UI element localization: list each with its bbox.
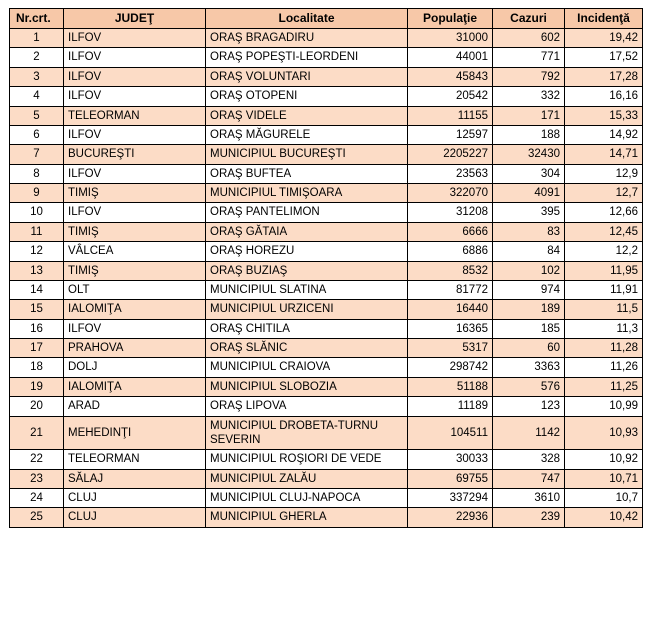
cell-localitate: ORAŞ GĂTAIA [206, 222, 408, 241]
cell-cazuri: 328 [493, 450, 565, 469]
table-row [10, 397, 643, 416]
cell-populatie: 11189 [408, 397, 493, 416]
cell-judet: BUCUREŞTI [64, 145, 206, 164]
table-row [10, 489, 643, 508]
table-row [10, 48, 643, 67]
cell-nr: 2 [10, 48, 64, 67]
cell-populatie: 16365 [408, 319, 493, 338]
cell-localitate: MUNICIPIUL BUCUREŞTI [206, 145, 408, 164]
cell-nr: 11 [10, 222, 64, 241]
cell-cazuri: 171 [493, 106, 565, 125]
cell-cazuri: 60 [493, 339, 565, 358]
table-row [10, 145, 643, 164]
cell-judet: VÂLCEA [64, 242, 206, 261]
cell-judet: ILFOV [64, 319, 206, 338]
cell-judet: TIMIŞ [64, 261, 206, 280]
table-row [10, 469, 643, 488]
cell-populatie: 11155 [408, 106, 493, 125]
cell-judet: TIMIŞ [64, 222, 206, 241]
cell-cazuri: 602 [493, 29, 565, 48]
cell-localitate: MUNICIPIUL URZICENI [206, 300, 408, 319]
cell-nr: 18 [10, 358, 64, 377]
cell-localitate: ORAŞ LIPOVA [206, 397, 408, 416]
cell-nr: 7 [10, 145, 64, 164]
cell-cazuri: 576 [493, 377, 565, 396]
cell-cazuri: 304 [493, 164, 565, 183]
cell-incidenta: 10,7 [565, 489, 643, 508]
cell-judet: TIMIŞ [64, 184, 206, 203]
cell-judet: TELEORMAN [64, 450, 206, 469]
cell-incidenta: 14,92 [565, 125, 643, 144]
table-row [10, 87, 643, 106]
cell-incidenta: 11,28 [565, 339, 643, 358]
cell-incidenta: 11,26 [565, 358, 643, 377]
column-header-populatie: Populaţie [408, 9, 493, 29]
cell-populatie: 69755 [408, 469, 493, 488]
cell-populatie: 22936 [408, 508, 493, 527]
cell-populatie: 81772 [408, 280, 493, 299]
cell-localitate: MUNICIPIUL TIMIŞOARA [206, 184, 408, 203]
cell-cazuri: 185 [493, 319, 565, 338]
cell-nr: 12 [10, 242, 64, 261]
cell-nr: 25 [10, 508, 64, 527]
table-row [10, 106, 643, 125]
cell-cazuri: 123 [493, 397, 565, 416]
cell-cazuri: 102 [493, 261, 565, 280]
table-row [10, 67, 643, 86]
cell-judet: IALOMIŢA [64, 300, 206, 319]
cell-localitate: MUNICIPIUL ZALĂU [206, 469, 408, 488]
table-body [10, 29, 643, 528]
cell-cazuri: 189 [493, 300, 565, 319]
cell-incidenta: 11,3 [565, 319, 643, 338]
cell-localitate: ORAŞ HOREZU [206, 242, 408, 261]
cell-cazuri: 3610 [493, 489, 565, 508]
cell-cazuri: 747 [493, 469, 565, 488]
cell-incidenta: 15,33 [565, 106, 643, 125]
cell-localitate: MUNICIPIUL DROBETA-TURNU SEVERIN [206, 416, 408, 450]
cell-judet: PRAHOVA [64, 339, 206, 358]
cell-nr: 23 [10, 469, 64, 488]
cell-nr: 4 [10, 87, 64, 106]
cell-nr: 6 [10, 125, 64, 144]
cell-incidenta: 17,28 [565, 67, 643, 86]
cell-incidenta: 10,99 [565, 397, 643, 416]
cell-nr: 14 [10, 280, 64, 299]
table-row [10, 300, 643, 319]
cell-incidenta: 19,42 [565, 29, 643, 48]
cell-incidenta: 10,92 [565, 450, 643, 469]
cell-populatie: 31000 [408, 29, 493, 48]
table-row [10, 377, 643, 396]
cell-populatie: 8532 [408, 261, 493, 280]
cell-incidenta: 12,9 [565, 164, 643, 183]
cell-incidenta: 10,71 [565, 469, 643, 488]
cell-localitate: MUNICIPIUL SLOBOZIA [206, 377, 408, 396]
cell-localitate: ORAŞ BRAGADIRU [206, 29, 408, 48]
cell-localitate: ORAŞ SLĂNIC [206, 339, 408, 358]
cell-populatie: 12597 [408, 125, 493, 144]
cell-localitate: MUNICIPIUL SLATINA [206, 280, 408, 299]
cell-incidenta: 12,2 [565, 242, 643, 261]
cell-nr: 21 [10, 416, 64, 450]
cell-populatie: 31208 [408, 203, 493, 222]
cell-populatie: 322070 [408, 184, 493, 203]
cell-cazuri: 974 [493, 280, 565, 299]
cell-cazuri: 332 [493, 87, 565, 106]
table-row [10, 450, 643, 469]
cell-cazuri: 239 [493, 508, 565, 527]
column-header-localitate: Localitate [206, 9, 408, 29]
cell-localitate: ORAŞ BUZIAŞ [206, 261, 408, 280]
cell-populatie: 2205227 [408, 145, 493, 164]
cell-judet: OLT [64, 280, 206, 299]
cell-cazuri: 4091 [493, 184, 565, 203]
cell-localitate: ORAŞ POPEŞTI-LEORDENI [206, 48, 408, 67]
table-row [10, 508, 643, 527]
cell-nr: 3 [10, 67, 64, 86]
cell-nr: 8 [10, 164, 64, 183]
cell-nr: 15 [10, 300, 64, 319]
cell-nr: 16 [10, 319, 64, 338]
cell-populatie: 298742 [408, 358, 493, 377]
cell-cazuri: 792 [493, 67, 565, 86]
cell-localitate: MUNICIPIUL GHERLA [206, 508, 408, 527]
table-header-row [10, 9, 643, 29]
cell-populatie: 23563 [408, 164, 493, 183]
cell-incidenta: 14,71 [565, 145, 643, 164]
cell-cazuri: 771 [493, 48, 565, 67]
cell-incidenta: 17,52 [565, 48, 643, 67]
cell-populatie: 44001 [408, 48, 493, 67]
cell-incidenta: 10,42 [565, 508, 643, 527]
cell-localitate: ORAŞ BUFTEA [206, 164, 408, 183]
cell-judet: ILFOV [64, 125, 206, 144]
table-row [10, 261, 643, 280]
cell-nr: 24 [10, 489, 64, 508]
cell-judet: ILFOV [64, 67, 206, 86]
cell-incidenta: 12,66 [565, 203, 643, 222]
cell-nr: 1 [10, 29, 64, 48]
cell-nr: 20 [10, 397, 64, 416]
cell-judet: ILFOV [64, 29, 206, 48]
cell-incidenta: 11,5 [565, 300, 643, 319]
cell-incidenta: 16,16 [565, 87, 643, 106]
cell-judet: ILFOV [64, 164, 206, 183]
cell-nr: 19 [10, 377, 64, 396]
cell-nr: 10 [10, 203, 64, 222]
cell-cazuri: 188 [493, 125, 565, 144]
cell-localitate: ORAŞ VIDELE [206, 106, 408, 125]
cell-populatie: 16440 [408, 300, 493, 319]
cell-judet: DOLJ [64, 358, 206, 377]
cell-nr: 5 [10, 106, 64, 125]
cell-populatie: 51188 [408, 377, 493, 396]
cell-judet: ILFOV [64, 203, 206, 222]
table-header [10, 9, 643, 29]
cell-populatie: 5317 [408, 339, 493, 358]
column-header-incidenta: Incidenţă [565, 9, 643, 29]
cell-incidenta: 11,95 [565, 261, 643, 280]
table-row [10, 184, 643, 203]
cell-nr: 22 [10, 450, 64, 469]
cell-populatie: 337294 [408, 489, 493, 508]
cell-localitate: ORAŞ PANTELIMON [206, 203, 408, 222]
cell-judet: ARAD [64, 397, 206, 416]
cell-cazuri: 3363 [493, 358, 565, 377]
table-row [10, 416, 643, 450]
table-row [10, 164, 643, 183]
cell-judet: CLUJ [64, 489, 206, 508]
cell-judet: ILFOV [64, 48, 206, 67]
cell-localitate: MUNICIPIUL ROŞIORI DE VEDE [206, 450, 408, 469]
cell-nr: 17 [10, 339, 64, 358]
cell-cazuri: 32430 [493, 145, 565, 164]
cell-populatie: 6666 [408, 222, 493, 241]
table-row [10, 125, 643, 144]
cell-populatie: 6886 [408, 242, 493, 261]
cell-judet: MEHEDINŢI [64, 416, 206, 450]
cell-populatie: 30033 [408, 450, 493, 469]
cell-localitate: MUNICIPIUL CRAIOVA [206, 358, 408, 377]
column-header-nr: Nr.crt. [10, 9, 64, 29]
table-row [10, 339, 643, 358]
cell-incidenta: 11,25 [565, 377, 643, 396]
table-row [10, 242, 643, 261]
cell-populatie: 45843 [408, 67, 493, 86]
cell-localitate: ORAŞ OTOPENI [206, 87, 408, 106]
cell-localitate: ORAŞ CHITILA [206, 319, 408, 338]
table-row [10, 222, 643, 241]
cell-cazuri: 83 [493, 222, 565, 241]
cell-incidenta: 11,91 [565, 280, 643, 299]
table-row [10, 358, 643, 377]
column-header-judet: JUDEŢ [64, 9, 206, 29]
cell-cazuri: 84 [493, 242, 565, 261]
cell-localitate: MUNICIPIUL CLUJ-NAPOCA [206, 489, 408, 508]
incidence-table [9, 8, 643, 528]
cell-judet: SĂLAJ [64, 469, 206, 488]
cell-judet: CLUJ [64, 508, 206, 527]
cell-populatie: 104511 [408, 416, 493, 450]
table-row [10, 280, 643, 299]
cell-incidenta: 12,45 [565, 222, 643, 241]
table-row [10, 319, 643, 338]
cell-localitate: ORAŞ MĂGURELE [206, 125, 408, 144]
cell-judet: TELEORMAN [64, 106, 206, 125]
cell-judet: IALOMIŢA [64, 377, 206, 396]
cell-nr: 13 [10, 261, 64, 280]
cell-judet: ILFOV [64, 87, 206, 106]
cell-nr: 9 [10, 184, 64, 203]
cell-localitate: ORAŞ VOLUNTARI [206, 67, 408, 86]
cell-populatie: 20542 [408, 87, 493, 106]
column-header-cazuri: Cazuri [493, 9, 565, 29]
cell-cazuri: 1142 [493, 416, 565, 450]
table-row [10, 203, 643, 222]
table-row [10, 29, 643, 48]
cell-incidenta: 12,7 [565, 184, 643, 203]
cell-cazuri: 395 [493, 203, 565, 222]
cell-incidenta: 10,93 [565, 416, 643, 450]
